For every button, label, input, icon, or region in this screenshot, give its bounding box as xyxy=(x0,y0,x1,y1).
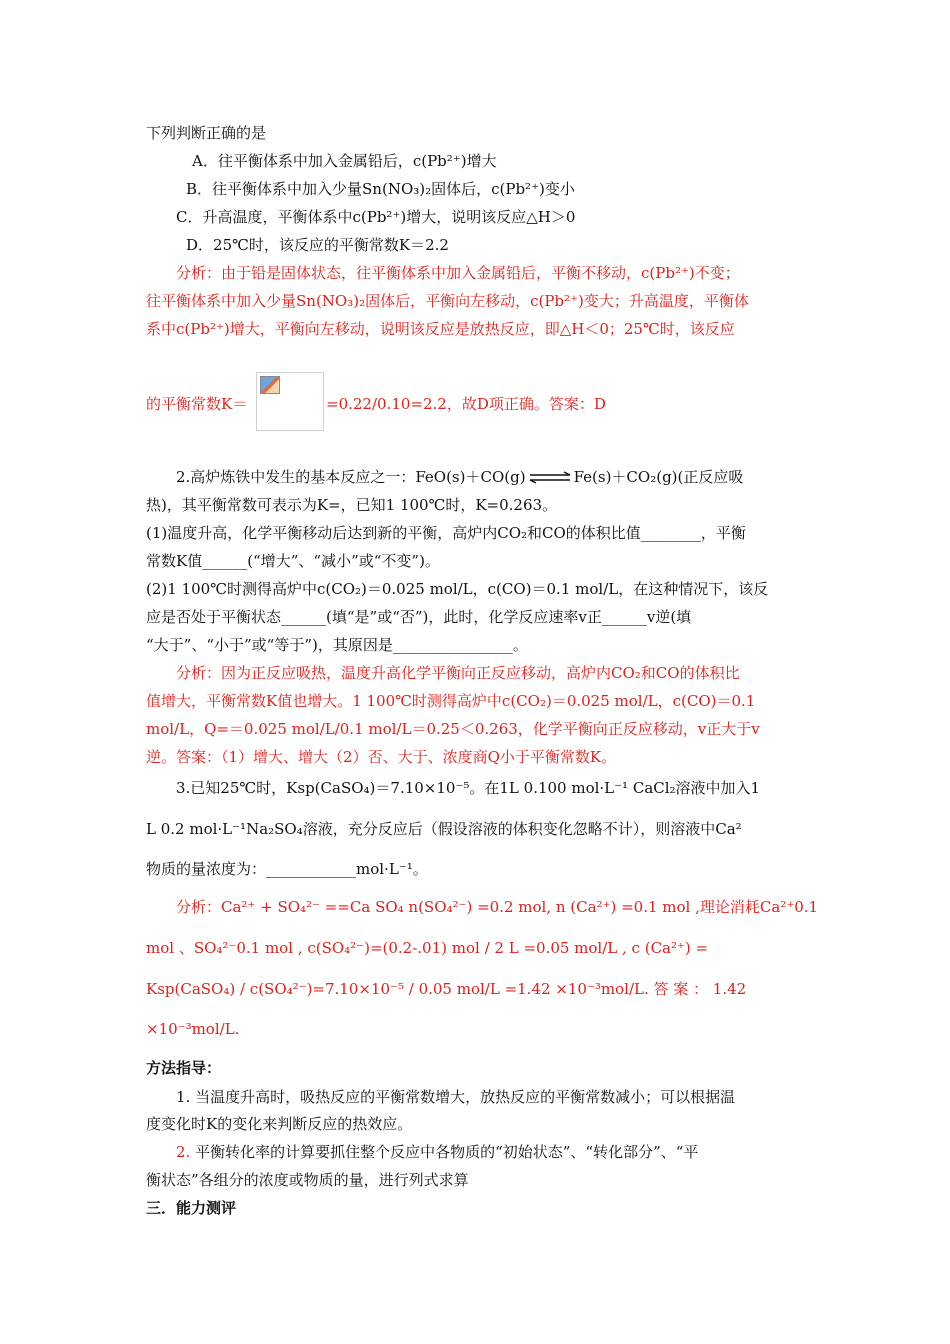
q3-line3: 物质的量浓度为：____________mol·L⁻¹。 xyxy=(146,860,428,878)
method-heading: 方法指导： xyxy=(146,1059,222,1077)
q2-line1 xyxy=(176,467,743,487)
option-c: C．升高温度，平衡体系中c(Pb²⁺)增大，说明该反应△H＞0 xyxy=(176,208,576,226)
q2-part2-line1: (2)1 100℃时测得高炉中c(CO₂)＝0.025 mol/L，c(CO)＝0.1 mol/L，在这种情况下，该反 xyxy=(146,580,769,598)
analysis-1-line4a: 的平衡常数K＝ xyxy=(146,395,248,413)
analysis-1-line2: 往平衡体系中加入少量Sn(NO₃)₂固体后，平衡向左移动，c(Pb²⁺)变大；升高温度，平衡体 xyxy=(146,292,749,310)
method-2-number: 2. xyxy=(176,1143,191,1161)
formula-image-placeholder xyxy=(256,372,324,431)
q2-reactants: 2.高炉炼铁中发生的基本反应之一：FeO(s)＋CO(g) xyxy=(176,468,526,486)
method-1-line2: 度变化时K的变化来判断反应的热效应。 xyxy=(146,1115,413,1133)
analysis-1-line4b: =0.22/0.10=2.2，故D项正确。答案：D xyxy=(326,395,606,413)
q2-part1-line2: 常数K值______(“增大”、“减小”或“不变”)。 xyxy=(146,552,440,570)
q2-line2: 热)，其平衡常数可表示为K=，已知1 100℃时，K=0.263。 xyxy=(146,496,558,514)
analysis-3-line1: 分析：Ca²⁺ + SO₄²⁻ ==Ca SO₄ n(SO₄²⁻) =0.2 mol, n (Ca²⁺) =0.1 mol ,理论消耗Ca²⁺0.1 xyxy=(176,898,819,916)
option-a: A．往平衡体系中加入金属铅后，c(Pb²⁺)增大 xyxy=(192,152,497,170)
method-1-line1: 1. 当温度升高时，吸热反应的平衡常数增大，放热反应的平衡常数减小；可以根据温 xyxy=(176,1088,736,1106)
equilibrium-arrow-icon xyxy=(528,471,572,485)
analysis-3-line4: ×10⁻³mol/L. xyxy=(146,1020,240,1038)
q3-line2: L 0.2 mol·L⁻¹Na₂SO₄溶液，充分反应后（假设溶液的体积变化忽略不计），则溶液中Ca² xyxy=(146,820,742,838)
analysis-3-line3: Ksp(CaSO₄) / c(SO₄²⁻)=7.10×10⁻⁵ / 0.05 mol/L =1.42 ×10⁻³mol/L. 答 案 ： 1.42 xyxy=(146,980,747,998)
analysis-1-line3: 系中c(Pb²⁺)增大，平衡向左移动，说明该反应是放热反应，即△H＜0；25℃时，该反应 xyxy=(146,320,735,338)
q2-products: Fe(s)＋CO₂(g)(正反应吸 xyxy=(573,468,744,486)
q2-part2-line3: “大于”、“小于”或“等于”)，其原因是________________。 xyxy=(146,636,528,654)
method-2-line1 xyxy=(176,1142,698,1162)
analysis-3-line2: mol 、SO₄²⁻0.1 mol , c(SO₄²⁻)=(0.2-.01) mol / 2 L =0.05 mol/L , c (Ca²⁺) = xyxy=(146,939,709,957)
method-2-line2: 衡状态”各组分的浓度或物质的量，进行列式求算 xyxy=(146,1171,469,1189)
q2-part1-line1: (1)温度升高，化学平衡移动后达到新的平衡，高炉内CO₂和CO的体积比值________，平衡 xyxy=(146,524,746,542)
section-heading: 三．能力测评 xyxy=(146,1199,237,1217)
q2-part2-line2: 应是否处于平衡状态______(填“是”或“否”)，此时，化学反应速率v正______v逆(填 xyxy=(146,608,692,626)
analysis-2-line4: 逆。答案：（1）增大、增大（2）否、大于、浓度商Q小于平衡常数K。 xyxy=(146,748,617,766)
analysis-1-line1: 分析：由于铅是固体状态，往平衡体系中加入金属铅后，平衡不移动，c(Pb²⁺)不变； xyxy=(176,264,740,282)
question-stem: 下列判断正确的是 xyxy=(146,124,267,142)
analysis-2-line2: 值增大，平衡常数K值也增大。1 100℃时测得高炉中c(CO₂)＝0.025 mol/L，c(CO)＝0.1 xyxy=(146,692,756,710)
broken-image-icon xyxy=(260,376,280,394)
method-2-text: 平衡转化率的计算要抓住整个反应中各物质的“初始状态”、“转化部分”、“平 xyxy=(190,1143,699,1161)
q3-line1: 3.已知25℃时，Ksp(CaSO₄)＝7.10×10⁻⁵。在1L 0.100 mol·L⁻¹ CaCl₂溶液中加入1 xyxy=(176,779,761,797)
option-d: D．25℃时，该反应的平衡常数K＝2.2 xyxy=(186,236,449,254)
option-b: B．往平衡体系中加入少量Sn(NO₃)₂固体后，c(Pb²⁺)变小 xyxy=(186,180,575,198)
analysis-2-line1: 分析：因为正反应吸热，温度升高化学平衡向正反应移动，高炉内CO₂和CO的体积比 xyxy=(176,664,740,682)
analysis-2-line3: mol/L，Q=＝0.025 mol/L/0.1 mol/L＝0.25＜0.263，化学平衡向正反应移动，v正大于v xyxy=(146,720,760,738)
